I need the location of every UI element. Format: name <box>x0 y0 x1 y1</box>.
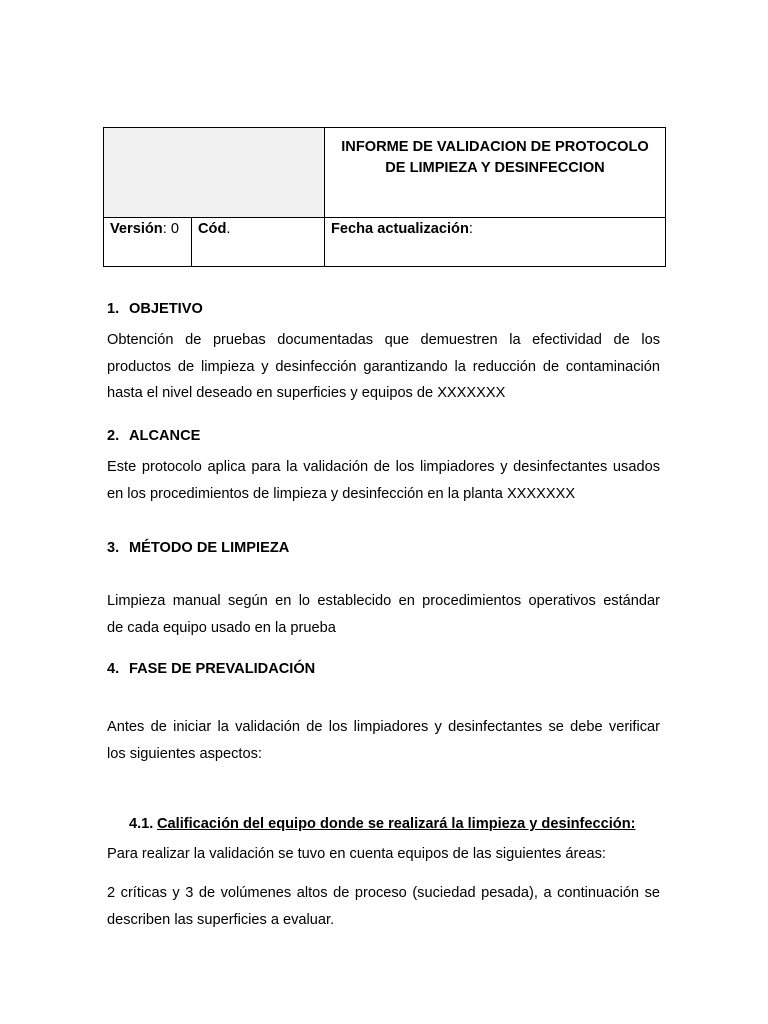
document-title-line-1: INFORME DE VALIDACION DE PROTOCOLO <box>341 139 649 155</box>
update-date-cell <box>325 218 665 267</box>
paragraph-line: Antes de iniciar la validación de los limpiadores y desinfectantes se debe verificar <box>107 719 660 735</box>
code-label: Cód <box>198 221 227 237</box>
section-heading-alcance <box>107 427 200 445</box>
paragraph-line: Para realizar la validación se tuvo en cuenta equipos de las siguientes áreas: <box>107 846 606 862</box>
subsection-number: 4.1. <box>129 816 154 832</box>
update-date-value: : <box>468 221 473 237</box>
section-heading-metodo <box>107 539 289 557</box>
code-cell <box>192 218 325 267</box>
paragraph-line: hasta el nivel deseado en superficies y equipos de XXXXXXX <box>107 385 506 401</box>
section-number: 4. <box>107 661 120 677</box>
paragraph-line: Limpieza manual según en lo establecido en procedimientos operativos estándar <box>107 593 660 609</box>
section-number: 1. <box>107 301 120 317</box>
metodo-paragraph <box>107 588 660 641</box>
document-title-line-2: DE LIMPIEZA Y DESINFECCION <box>385 160 605 176</box>
section-title: FASE DE PREVALIDACIÓN <box>129 661 316 677</box>
objetivo-paragraph <box>107 327 660 407</box>
version-value: : 0 <box>162 221 179 237</box>
section-heading-objetivo <box>107 300 203 318</box>
prevalidacion-paragraph <box>107 714 660 767</box>
update-date-label: Fecha actualización <box>331 221 469 237</box>
subsection-title: Calificación del equipo donde se realizará la limpieza y desinfección: <box>157 816 636 832</box>
section-heading-prevalidacion <box>107 660 315 678</box>
paragraph-line: 2 críticas y 3 de volúmenes altos de proceso (suciedad pesada), a continuación se <box>107 885 660 901</box>
document-title <box>325 128 665 217</box>
paragraph-line: productos de limpieza y desinfección garantizando la reducción de contaminación <box>107 358 660 375</box>
section-number: 2. <box>107 428 120 444</box>
version-label: Versión <box>110 221 163 237</box>
paragraph-line: Obtención de pruebas documentadas que demuestren la efectividad de los <box>107 332 660 348</box>
version-cell <box>104 218 192 267</box>
calificacion-intro <box>107 841 660 868</box>
code-value: . <box>226 221 231 237</box>
section-title: ALCANCE <box>129 428 201 444</box>
paragraph-line: los siguientes aspectos: <box>107 745 262 762</box>
header-table <box>103 127 666 267</box>
calificacion-paragraph <box>107 880 660 933</box>
paragraph-line: Este protocolo aplica para la validación de los limpiadores y desinfectantes usados <box>107 459 660 475</box>
paragraph-line: de cada equipo usado en la prueba <box>107 619 336 636</box>
logo-placeholder <box>104 128 325 217</box>
alcance-paragraph <box>107 454 660 507</box>
paragraph-line: describen las superficies a evaluar. <box>107 911 335 928</box>
section-number: 3. <box>107 540 120 556</box>
section-title: MÉTODO DE LIMPIEZA <box>129 540 290 556</box>
section-title: OBJETIVO <box>129 301 203 317</box>
paragraph-line: en los procedimientos de limpieza y desinfección en la planta XXXXXXX <box>107 485 576 502</box>
subsection-heading-calificacion <box>129 815 636 833</box>
